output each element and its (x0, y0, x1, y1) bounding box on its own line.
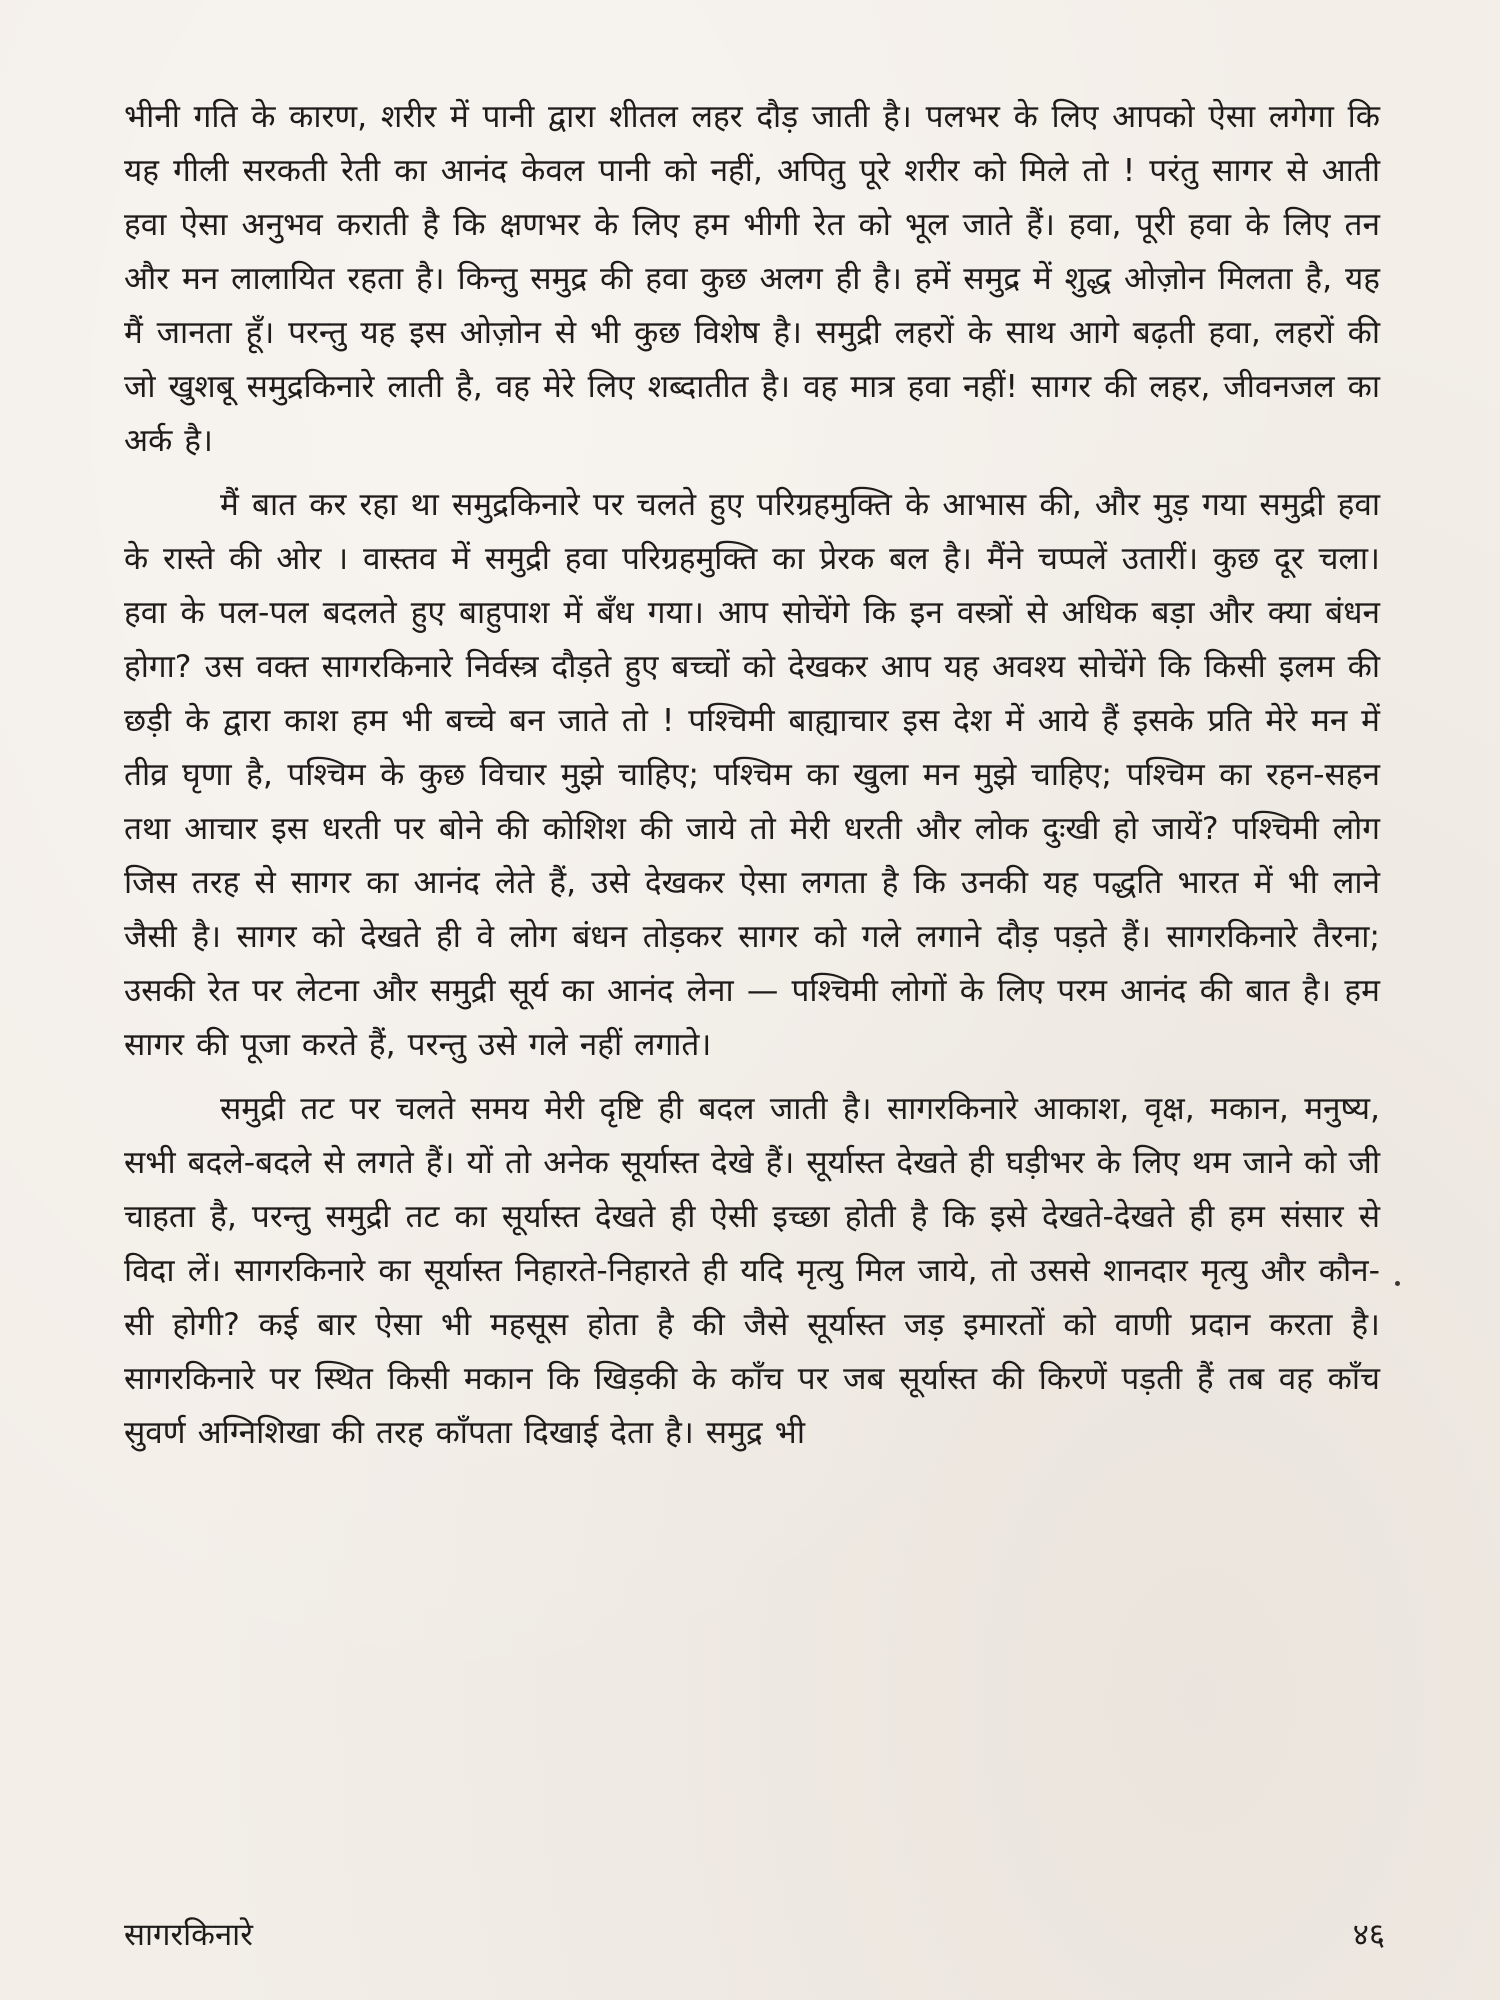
running-footer-title: सागरकिनारे (124, 1917, 253, 1953)
paragraph-1: भीनी गति के कारण, शरीर में पानी द्वारा शीतल लहर दौड़ जाती है। पलभर के लिए आपको ऐसा लगेगा कि यह गीली सरकती रेती का आनंद केवल पानी को नहीं, अपितु पूरे शरीर को मिले तो ! परंतु सागर से आती हवा ऐसा अनुभव कराती है कि क्षणभर के लिए हम भीगी रेत को भूल जाते हैं। हवा, पूरी हवा के लिए तन और मन लालायित रहता है। किन्तु समुद्र की हवा कुछ अलग ही है। हमें समुद्र में शुद्ध ओज़ोन मिलता है, यह मैं जानता हूँ। परन्तु यह इस ओज़ोन से भी कुछ विशेष है। समुद्री लहरों के साथ आगे बढ़ती हवा, लहरों की जो खुशबू समुद्रकिनारे लाती है, वह मेरे लिए शब्दातीत है। वह मात्र हवा नहीं! सागर की लहर, जीवनजल का अर्क है। (124, 99, 1380, 459)
page-footer (124, 1908, 1385, 1962)
paragraph-3: समुद्री तट पर चलते समय मेरी दृष्टि ही बदल जाती है। सागरकिनारे आकाश, वृक्ष, मकान, मनुष्य, सभी बदले-बदले से लगते हैं। यों तो अनेक सूर्यास्त देखे हैं। सूर्यास्त देखते ही घड़ीभर के लिए थम जाने को जी चाहता है, परन्तु समुद्री तट का सूर्यास्त देखते ही ऐसी इच्छा होती है कि इसे देखते-देखते ही हम संसार से विदा लें। सागरकिनारे का सूर्यास्त निहारते-निहारते ही यदि मृत्यु मिल जाये, तो उससे शानदार मृत्यु और कौन-सी होगी? कई बार ऐसा भी महसूस होता है की जैसे सूर्यास्त जड़ इमारतों को वाणी प्रदान करता है। सागरकिनारे पर स्थित किसी मकान कि खिड़की के काँच पर जब सूर्यास्त की किरणें पड़ती हैं तब वह काँच सुवर्ण अग्निशिखा की तरह काँपता दिखाई देता है। समुद्र भी (124, 1091, 1380, 1451)
body-text (124, 90, 1380, 1460)
page-number: ४६ (1352, 1917, 1385, 1953)
paragraph-2: मैं बात कर रहा था समुद्रकिनारे पर चलते हुए परिग्रहमुक्ति के आभास की, और मुड़ गया समुद्री हवा के रास्ते की ओर । वास्तव में समुद्री हवा परिग्रहमुक्ति का प्रेरक बल है। मैंने चप्पलें उतारीं। कुछ दूर चला। हवा के पल-पल बदलते हुए बाहुपाश में बँध गया। आप सोचेंगे कि इन वस्त्रों से अधिक बड़ा और क्या बंधन होगा? उस वक्त सागरकिनारे निर्वस्त्र दौड़ते हुए बच्चों को देखकर आप यह अवश्य सोचेंगे कि किसी इलम की छड़ी के द्वारा काश हम भी बच्चे बन जाते तो ! पश्चिमी बाह्याचार इस देश में आये हैं इसके प्रति मेरे मन में तीव्र घृणा है, पश्चिम के कुछ विचार मुझे चाहिए; पश्चिम का खुला मन मुझे चाहिए; पश्चिम का रहन-सहन तथा आचार इस धरती पर बोने की कोशिश की जाये तो मेरी धरती और लोक दुःखी हो जायें? पश्चिमी लोग जिस तरह से सागर का आनंद लेते हैं, उसे देखकर ऐसा लगता है कि उनकी यह पद्धति भारत में भी लाने जैसी है। सागर को देखते ही वे लोग बंधन तोड़कर सागर को गले लगाने दौड़ पड़ते हैं। सागरकिनारे तैरना; उसकी रेत पर लेटना और समुद्री सूर्य का आनंद लेना — पश्चिमी लोगों के लिए परम आनंद की बात है। हम सागर की पूजा करते हैं, परन्तु उसे गले नहीं लगाते। (124, 487, 1380, 1063)
print-speck (1395, 1281, 1400, 1286)
